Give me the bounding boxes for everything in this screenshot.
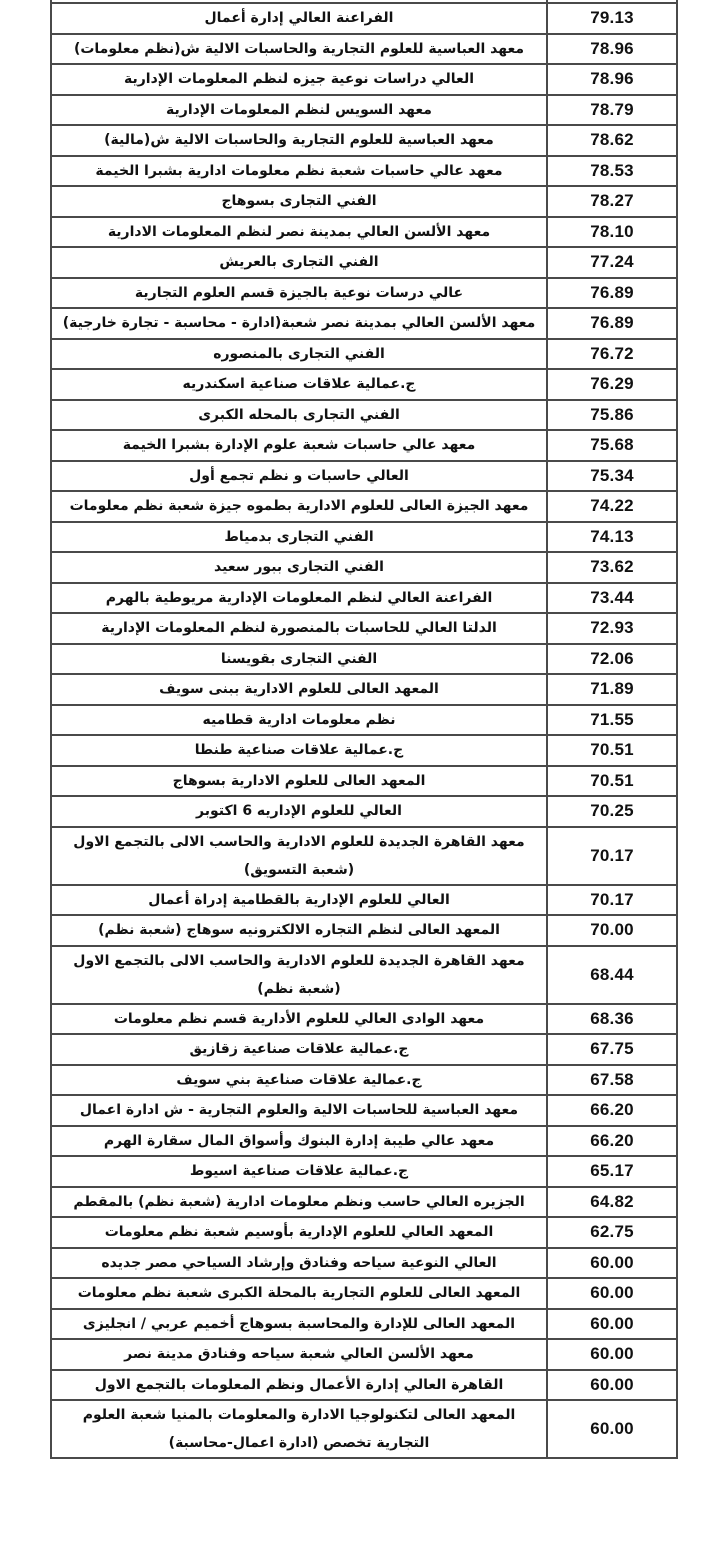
institute-name-cell: المعهد العالى للعلوم الادارية ببنى سويف [51,674,547,705]
score-cell: 73.44 [547,583,677,614]
institute-name-cell: الفني التجارى بسوهاج [51,186,547,217]
table-row [51,400,677,431]
score-cell: 75.86 [547,400,677,431]
institute-name-cell: العالي النوعية سياحه وفنادق وإرشاد السياحي مصر جديده [51,1248,547,1279]
institute-name-cell: المعهد العالى للعلوم التجارية بالمحلة الكبرى شعبة نظم معلومات [51,1278,547,1309]
institute-name-cell: الفني التجارى بالعريش [51,247,547,278]
institute-name-cell: معهد عالي حاسبات شعبة نظم معلومات ادارية بشبرا الخيمة [51,156,547,187]
score-cell: 71.55 [547,705,677,736]
table-row [51,1248,677,1279]
table-row [51,1095,677,1126]
score-cell: 66.20 [547,1126,677,1157]
institute-name-cell: الفني التجارى بدمياط [51,522,547,553]
institute-name-cell: معهد الوادى العالي للعلوم الأدارية قسم نظم معلومات [51,1004,547,1035]
table-row [51,1309,677,1340]
score-cell: 75.34 [547,461,677,492]
institute-name-cell: العالي للعلوم الإداريه 6 اكتوبر [51,796,547,827]
table-row [51,95,677,126]
institute-name-cell: المعهد العالى لنظم التجاره الالكترونيه سوهاج (شعبة نظم) [51,915,547,946]
institute-name-cell: معهد العباسية للعلوم التجارية والحاسبات الالية ش(مالية) [51,125,547,156]
table-row [51,491,677,522]
table-row [51,796,677,827]
institute-name-cell: الجزيره العالي حاسب ونظم معلومات ادارية (شعبة نظم) بالمقطم [51,1187,547,1218]
score-cell: 60.00 [547,1400,677,1458]
score-cell: 77.24 [547,247,677,278]
score-cell: 70.25 [547,796,677,827]
score-cell: 68.36 [547,1004,677,1035]
institute-name-cell: معهد السويس لنظم المعلومات الإدارية [51,95,547,126]
score-cell: 71.89 [547,674,677,705]
institute-name-cell: المعهد العالى للعلوم الادارية بسوهاج [51,766,547,797]
score-cell: 67.58 [547,1065,677,1096]
institute-name-cell: المعهد العالى للإدارة والمحاسبة بسوهاج أخميم عربي / انجليزى [51,1309,547,1340]
score-cell: 73.62 [547,552,677,583]
table-row [51,674,677,705]
score-cell: 78.96 [547,34,677,65]
table-row [51,915,677,946]
table-row [51,461,677,492]
score-cell: 76.72 [547,339,677,370]
score-cell: 70.17 [547,827,677,885]
table-row [51,1034,677,1065]
results-table-body [51,0,677,1458]
table-row [51,552,677,583]
score-cell: 74.22 [547,491,677,522]
table-row [51,278,677,309]
institute-name-cell: معهد الألسن العالي بمدينة نصر شعبة(ادارة - محاسبة - تجارة خارجية) [51,308,547,339]
institute-name-cell: نظم معلومات ادارية قطاميه [51,705,547,736]
table-row [51,3,677,34]
table-row [51,735,677,766]
institute-name-cell: معهد القاهرة الجديدة للعلوم الادارية والحاسب الالى بالتجمع الاول (شعبة نظم) [51,946,547,1004]
institute-name-cell: ج.عمالية علاقات صناعية بني سويف [51,1065,547,1096]
score-cell: 60.00 [547,1339,677,1370]
score-cell: 70.00 [547,915,677,946]
score-cell: 64.82 [547,1187,677,1218]
institute-name-cell: معهد العباسية للعلوم التجارية والحاسبات الالية ش(نظم معلومات) [51,34,547,65]
score-cell: 60.00 [547,1248,677,1279]
table-row [51,64,677,95]
institute-name-cell: الفراعنة العالي لنظم المعلومات الإدارية مريوطية بالهرم [51,583,547,614]
results-sheet [50,0,678,1459]
table-row [51,1217,677,1248]
institute-name-cell: ج.عمالية علاقات صناعية اسكندريه [51,369,547,400]
institute-name-cell: الفراعنة العالي إدارة أعمال [51,3,547,34]
table-row [51,430,677,461]
table-row [51,1278,677,1309]
institute-name-cell: معهد عالي حاسبات شعبة علوم الإدارة بشبرا الخيمة [51,430,547,461]
table-row [51,1370,677,1401]
score-cell: 76.89 [547,308,677,339]
institute-name-cell: العالي للعلوم الإدارية بالقطامية إدراة أعمال [51,885,547,916]
institute-name-cell: الفني التجارى بالمنصوره [51,339,547,370]
institute-name-cell: الفني التجارى بقويسنا [51,644,547,675]
table-row [51,1004,677,1035]
institute-name-cell: القاهرة العالي إدارة الأعمال ونظم المعلومات بالتجمع الاول [51,1370,547,1401]
table-row [51,1339,677,1370]
score-cell: 70.51 [547,735,677,766]
score-cell: 65.17 [547,1156,677,1187]
table-row [51,1126,677,1157]
institute-name-cell: العالي دراسات نوعية جيزه لنظم المعلومات الإدارية [51,64,547,95]
score-cell: 78.62 [547,125,677,156]
score-cell: 66.20 [547,1095,677,1126]
table-row [51,1400,677,1458]
score-cell: 62.75 [547,1217,677,1248]
institute-name-cell: معهد عالي طيبة إدارة البنوك وأسواق المال سقارة الهرم [51,1126,547,1157]
table-row [51,34,677,65]
score-cell: 72.06 [547,644,677,675]
score-cell: 78.27 [547,186,677,217]
institute-name-cell: الدلتا العالي للحاسبات بالمنصورة لنظم المعلومات الإدارية [51,613,547,644]
table-row [51,247,677,278]
institute-name-cell: الفني التجارى بالمحله الكبرى [51,400,547,431]
score-cell: 72.93 [547,613,677,644]
institute-name-cell: معهد القاهرة الجديدة للعلوم الادارية والحاسب الالى بالتجمع الاول (شعبة التسويق) [51,827,547,885]
score-cell: 75.68 [547,430,677,461]
score-cell: 70.51 [547,766,677,797]
score-cell: 60.00 [547,1370,677,1401]
table-row [51,217,677,248]
table-row [51,613,677,644]
score-cell: 70.17 [547,885,677,916]
score-cell: 79.13 [547,3,677,34]
score-cell: 60.00 [547,1278,677,1309]
score-cell: 78.10 [547,217,677,248]
table-row [51,369,677,400]
score-cell: 67.75 [547,1034,677,1065]
score-cell: 76.89 [547,278,677,309]
institute-name-cell: معهد الجيزة العالى للعلوم الادارية بطموه جيزة شعبة نظم معلومات [51,491,547,522]
table-row [51,827,677,885]
score-cell: 78.96 [547,64,677,95]
table-row [51,339,677,370]
table-row [51,766,677,797]
institute-name-cell: معهد الألسن العالي بمدينة نصر لنظم المعلومات الادارية [51,217,547,248]
institute-name-cell: المعهد العالي للعلوم الإدارية بأوسيم شعبة نظم معلومات [51,1217,547,1248]
table-row [51,125,677,156]
score-cell: 76.29 [547,369,677,400]
table-row [51,946,677,1004]
score-cell: 78.53 [547,156,677,187]
institute-name-cell: معهد الألسن العالي شعبة سياحه وفنادق مدينة نصر [51,1339,547,1370]
table-row [51,522,677,553]
institute-name-cell: معهد العباسية للحاسبات الالية والعلوم التجارية - ش ادارة اعمال [51,1095,547,1126]
score-cell: 74.13 [547,522,677,553]
table-row [51,644,677,675]
table-row [51,308,677,339]
table-row [51,885,677,916]
table-row [51,583,677,614]
score-cell: 60.00 [547,1309,677,1340]
institute-name-cell: ج.عمالية علاقات صناعية زقازيق [51,1034,547,1065]
results-table [50,0,678,1459]
table-row [51,186,677,217]
table-row [51,705,677,736]
institute-name-cell: الفني التجارى ببور سعيد [51,552,547,583]
institute-name-cell: المعهد العالى لتكنولوجيا الادارة والمعلومات بالمنيا شعبة العلوم التجارية تخصص (ادارة اعمال-محاسبة) [51,1400,547,1458]
score-cell: 68.44 [547,946,677,1004]
institute-name-cell: عالي درسات نوعية بالجيزة قسم العلوم التجارية [51,278,547,309]
institute-name-cell: ج.عمالية علاقات صناعية طنطا [51,735,547,766]
table-row [51,1156,677,1187]
table-row [51,156,677,187]
table-row [51,1065,677,1096]
score-cell: 78.79 [547,95,677,126]
institute-name-cell: ج.عمالية علاقات صناعية اسيوط [51,1156,547,1187]
table-row [51,1187,677,1218]
institute-name-cell: العالي حاسبات و نظم تجمع أول [51,461,547,492]
